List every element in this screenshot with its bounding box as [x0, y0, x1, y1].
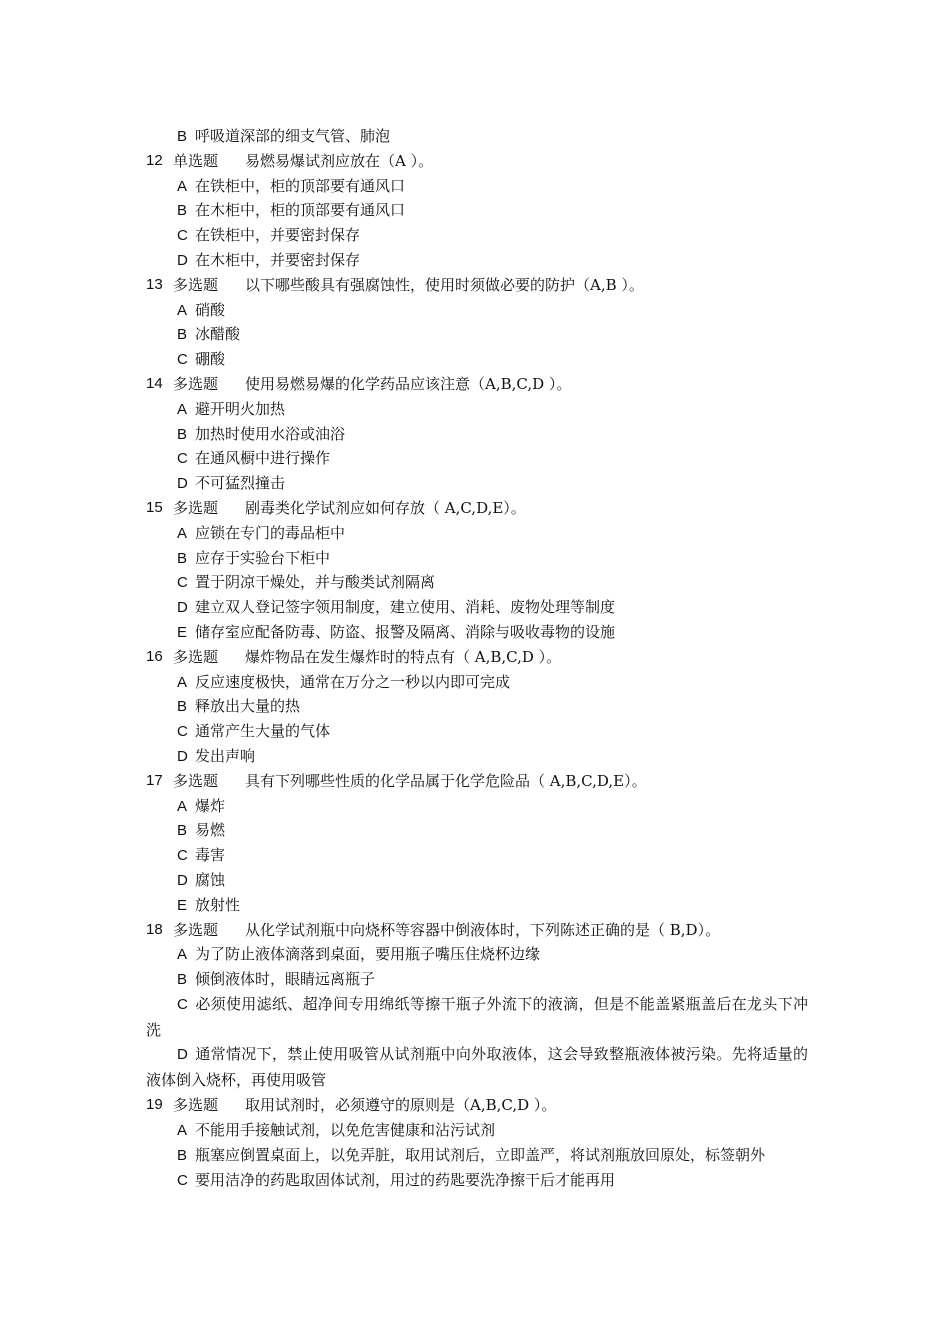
option-text: 在通风橱中进行操作: [195, 449, 331, 468]
option-letter: B: [177, 326, 188, 344]
question-line: [146, 149, 808, 174]
question-number: 12: [146, 151, 163, 169]
option-text: 在铁柜中，柜的顶部要有通风口: [195, 176, 406, 195]
option-text: 释放出大量的热: [195, 697, 301, 716]
option-text: 冰醋酸: [195, 325, 241, 344]
option-text: 避开明火加热: [195, 399, 286, 418]
question-type: 多选题: [173, 771, 219, 790]
option-line: [146, 893, 808, 918]
option-letter: B: [177, 822, 188, 840]
option-text: 不能用手接触试剂，以免危害健康和沾污试剂: [195, 1120, 496, 1139]
option-letter: A: [177, 946, 188, 964]
option-letter: A: [177, 1121, 188, 1139]
option-letter: B: [177, 971, 188, 989]
question-number: 16: [146, 647, 163, 665]
option-letter: C: [177, 351, 188, 369]
option-text: 通常产生大量的气体: [195, 722, 331, 741]
option-text: 腐蚀: [195, 870, 226, 889]
option-text: 发出声响: [195, 746, 256, 765]
question-line: [146, 496, 808, 521]
option-letter: C: [177, 574, 188, 592]
question-number: 18: [146, 920, 163, 938]
option-letter: C: [177, 450, 188, 468]
question-type: 多选题: [173, 1096, 219, 1115]
question-line: [146, 372, 808, 397]
question-line: [146, 1093, 808, 1118]
option-text: 在铁柜中，并要密封保存: [195, 226, 361, 245]
question-text: 从化学试剂瓶中向烧杯等容器中倒液体时，下列陈述正确的是（ B,D）。: [245, 920, 721, 939]
question-text: 易燃易爆试剂应放在（A ）。: [245, 151, 434, 170]
option-letter: A: [177, 301, 188, 319]
option-line: [146, 298, 808, 323]
option-text: 置于阴凉干燥处，并与酸类试剂隔离: [195, 573, 436, 592]
option-line: [146, 794, 808, 819]
option-text: 易燃: [195, 821, 226, 840]
option-line: [146, 843, 808, 868]
option-letter: C: [177, 227, 188, 245]
question-text: 剧毒类化学试剂应如何存放（ A,C,D,E）。: [245, 498, 526, 517]
option-letter: D: [177, 251, 188, 269]
question-line: [146, 918, 808, 943]
option-letter: A: [177, 177, 188, 195]
question-text: 取用试剂时，必须遵守的原则是（A,B,C,D ）。: [245, 1096, 557, 1115]
question-text: 具有下列哪些性质的化学品属于化学危险品（ A,B,C,D,E）。: [245, 771, 647, 790]
question-text: 以下哪些酸具有强腐蚀性，使用时须做必要的防护（A,B ）。: [245, 275, 644, 294]
option-line: [146, 397, 808, 422]
option-letter: D: [177, 599, 188, 617]
option-letter: B: [177, 128, 188, 145]
option-line: [146, 198, 808, 223]
question-type: 单选题: [173, 151, 219, 170]
option-line: [146, 818, 808, 843]
option-text: 爆炸: [195, 796, 226, 815]
question-text: 使用易燃易爆的化学药品应该注意（A,B,C,D ）。: [245, 374, 572, 393]
option-text: 建立双人登记签字领用制度，建立使用、消耗、废物处理等制度: [195, 598, 616, 617]
option-letter: C: [177, 1172, 188, 1190]
option-text: 瓶塞应倒置桌面上，以免弄脏，取用试剂后，立即盖严，将试剂瓶放回原处，标签朝外: [195, 1145, 766, 1164]
option-line: [146, 719, 808, 744]
option-text: 倾倒液体时，眼睛远离瓶子: [195, 970, 376, 989]
option-line: [146, 422, 808, 447]
option-line: [146, 322, 808, 347]
option-text: 应锁在专门的毒品柜中: [195, 523, 346, 542]
question-type: 多选题: [173, 920, 219, 939]
option-letter: C: [177, 723, 188, 741]
option-line: [146, 694, 808, 719]
option-line: [146, 744, 808, 769]
option-letter: A: [177, 673, 188, 691]
question-line: [146, 769, 808, 794]
option-line: [146, 174, 808, 199]
option-line: [146, 347, 808, 372]
option-letter: B: [177, 549, 188, 567]
option-text: 在木柜中，并要密封保存: [195, 250, 361, 269]
option-letter: D: [177, 871, 188, 889]
option-text: 为了防止液体滴落到桌面，要用瓶子嘴压住烧杯边缘: [195, 945, 541, 964]
question-number: 13: [146, 275, 163, 293]
option-line: [146, 124, 808, 149]
option-line: [146, 471, 808, 496]
option-text: 必须使用滤纸、超净间专用绵纸等擦干瓶子外流下的液滴，但是不能盖紧瓶盖后在龙头下冲洗: [146, 994, 808, 1039]
option-line: [146, 967, 808, 992]
option-letter: D: [177, 475, 188, 493]
question-type: 多选题: [173, 498, 219, 517]
option-letter: E: [177, 623, 188, 641]
option-line: [146, 868, 808, 893]
option-text: 硝酸: [195, 300, 226, 319]
option-letter: B: [177, 1146, 188, 1164]
option-letter: B: [177, 698, 188, 716]
option-text: 放射性: [195, 895, 241, 914]
option-letter: D: [177, 1046, 188, 1064]
question-line: [146, 273, 808, 298]
option-text: 不可猛烈撞击: [195, 474, 286, 493]
option-letter: A: [177, 400, 188, 418]
option-letter: C: [177, 995, 188, 1013]
option-text: 储存室应配备防毒、防盗、报警及隔离、消除与吸收毒物的设施: [195, 622, 616, 641]
option-line: [146, 1118, 808, 1143]
question-type: 多选题: [173, 647, 219, 666]
question-type: 多选题: [173, 374, 219, 393]
option-letter: A: [177, 524, 188, 542]
option-line: [146, 670, 808, 695]
option-text: 通常情况下，禁止使用吸管从试剂瓶中向外取液体，这会导致整瓶液体被污染。先将适量的液体倒入烧杯，再使用吸管: [146, 1045, 808, 1090]
option-text: 加热时使用水浴或油浴: [195, 424, 346, 443]
option-line: [146, 1042, 808, 1093]
option-line: [146, 546, 808, 571]
option-letter: E: [177, 896, 188, 914]
option-line: [146, 248, 808, 273]
option-letter: C: [177, 847, 188, 865]
option-text: 呼吸道深部的细支气管、肺泡: [195, 127, 391, 145]
option-letter: B: [177, 202, 188, 220]
option-line: [146, 620, 808, 645]
option-letter: A: [177, 797, 188, 815]
option-line: [146, 992, 808, 1043]
option-line: [146, 570, 808, 595]
question-text: 爆炸物品在发生爆炸时的特点有（ A,B,C,D ）。: [245, 647, 562, 666]
option-text: 反应速度极快，通常在万分之一秒以内即可完成: [195, 672, 511, 691]
option-line: [146, 942, 808, 967]
option-line: [146, 446, 808, 471]
option-text: 硼酸: [195, 350, 226, 369]
option-text: 毒害: [195, 846, 226, 865]
option-letter: B: [177, 425, 188, 443]
question-type: 多选题: [173, 275, 219, 294]
option-line: [146, 223, 808, 248]
option-text: 应存于实验台下柜中: [195, 548, 331, 567]
question-number: 17: [146, 771, 163, 789]
option-line: [146, 1168, 808, 1193]
question-list: [146, 124, 808, 1193]
option-line: [146, 521, 808, 546]
option-text: 要用洁净的药匙取固体试剂，用过的药匙要洗净擦干后才能再用: [195, 1171, 616, 1190]
question-number: 14: [146, 374, 163, 392]
option-line: [146, 1143, 808, 1169]
option-text: 在木柜中，柜的顶部要有通风口: [195, 201, 406, 220]
question-number: 15: [146, 498, 163, 516]
question-number: 19: [146, 1096, 163, 1114]
option-letter: D: [177, 747, 188, 765]
question-line: [146, 645, 808, 670]
option-line: [146, 595, 808, 620]
